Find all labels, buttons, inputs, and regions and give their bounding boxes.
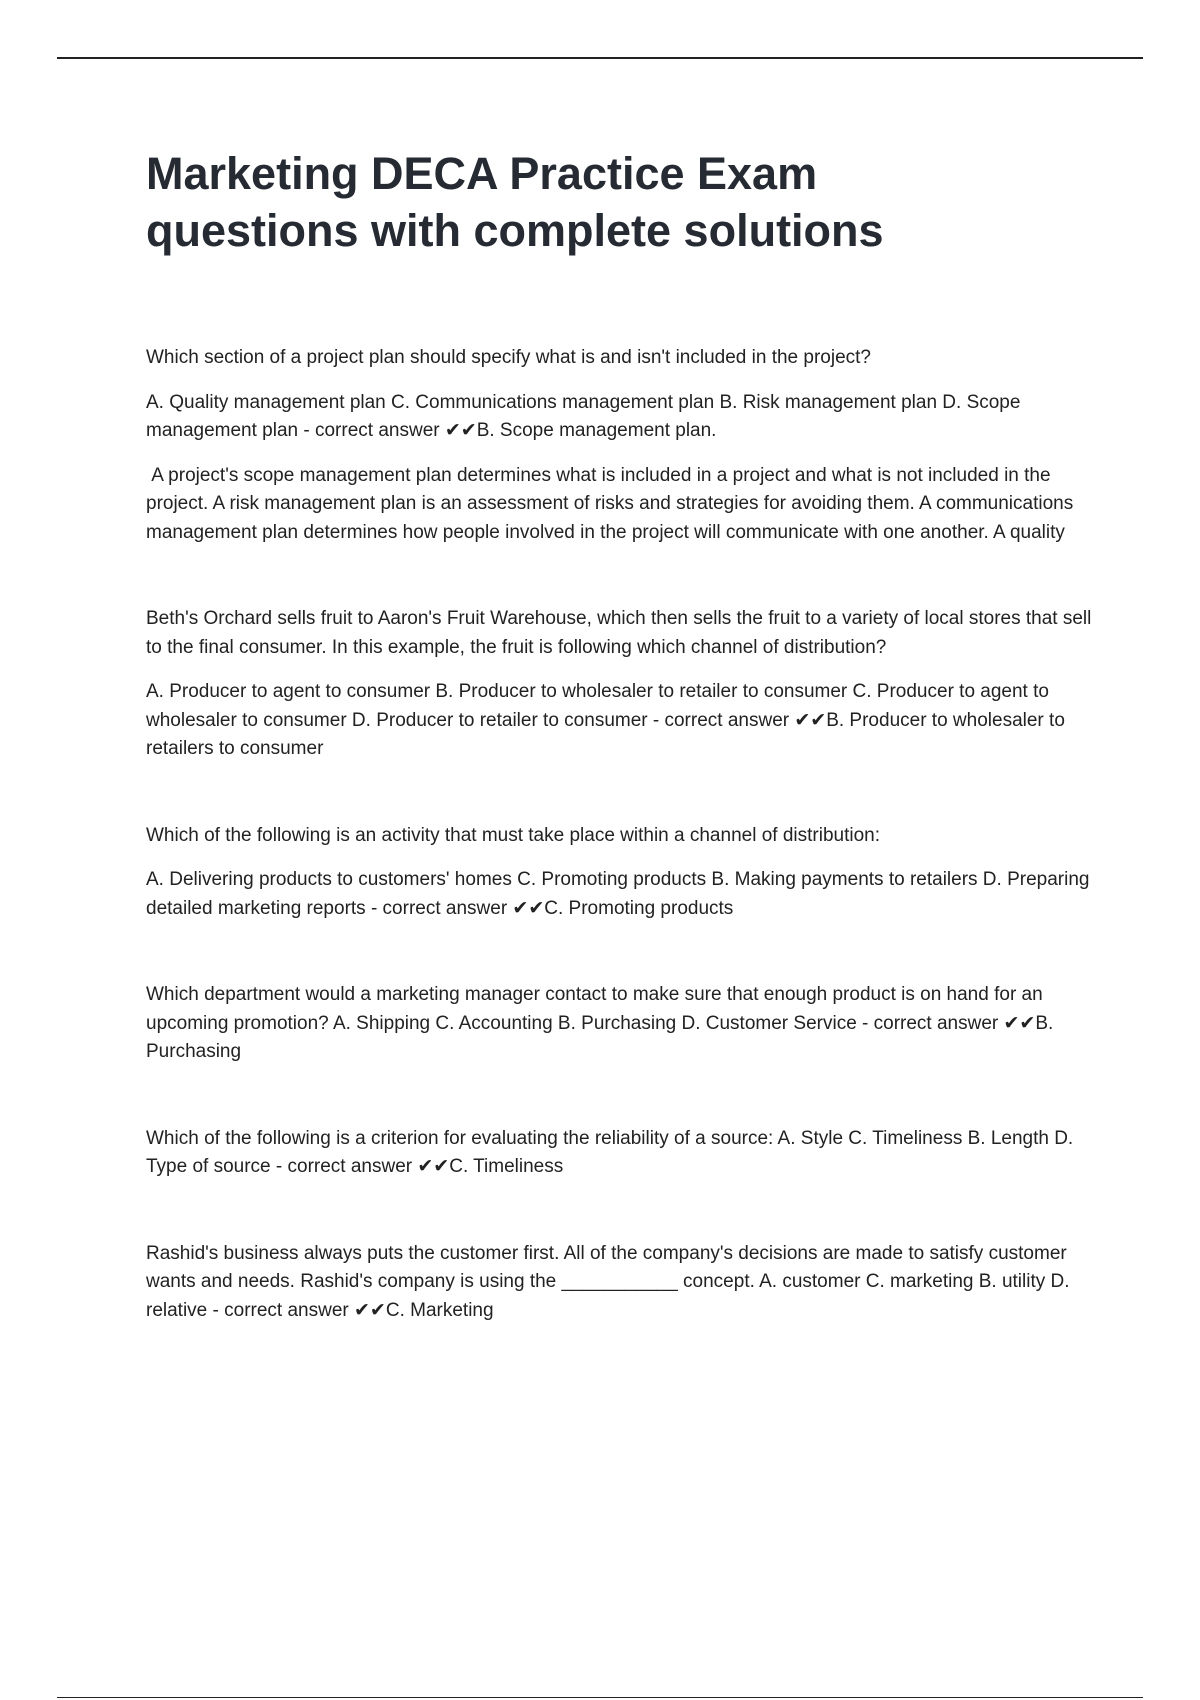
question-text: Which section of a project plan should specify what is and isn't included in the project? [146, 347, 871, 368]
bottom-divider [57, 1697, 1143, 1698]
qa-item [146, 981, 1092, 1067]
qa-item [146, 822, 1092, 924]
question-text: Rashid's business always puts the customer first. All of the company's decisions are made to satisfy customer wants and needs. Rashid's company is using the ___________ concept. A. customer C. marketing B. utility D. relative - correct answer ✔✔C. Marketing [146, 1242, 1070, 1321]
answer-text: A. Producer to agent to consumer B. Producer to wholesaler to retailer to consumer C. Producer to agent to wholesaler to consumer D. Producer to retailer to consumer - correct answer ✔✔B. Producer to wholesaler to retailers to consumer [146, 681, 1065, 759]
question-text: Which of the following is a criterion for evaluating the reliability of a source: A. Style C. Timeliness B. Length D. Type of source - correct answer ✔✔C. Timeliness [146, 1127, 1074, 1177]
answer-text: A. Delivering products to customers' homes C. Promoting products B. Making payments to retailers D. Preparing detailed marketing reports - correct answer ✔✔C. Promoting products [146, 869, 1090, 919]
top-divider [57, 57, 1143, 59]
qa-item [146, 344, 1092, 547]
qa-item [146, 1240, 1092, 1326]
qa-item [146, 605, 1092, 764]
question-text: Which department would a marketing manager contact to make sure that enough product is on hand for an upcoming promotion? A. Shipping C. Accounting B. Purchasing D. Customer Service - correct answer ✔✔B. Purchasing [146, 984, 1054, 1062]
explanation-text: A project's scope management plan determines what is included in a project and what is not included in the project. A risk management plan is an assessment of risks and strategies for avoiding them. A communications management plan determines how people involved in the project will communicate with one another. A quality [146, 464, 1079, 543]
title-line-1: Marketing DECA Practice Exam [146, 148, 818, 199]
title-line-2: questions with complete solutions [146, 205, 884, 256]
document-body [146, 145, 1092, 1383]
qa-item [146, 1125, 1092, 1182]
answer-text: A. Quality management plan C. Communications management plan B. Risk management plan D. Scope management plan - correct answer ✔✔B. Scope management plan. [146, 391, 1021, 441]
question-text: Beth's Orchard sells fruit to Aaron's Fruit Warehouse, which then sells the fruit to a variety of local stores that sell to the final consumer. In this example, the fruit is following which channel of distribution? [146, 608, 1092, 658]
document-title [146, 145, 1092, 259]
qa-list [146, 344, 1092, 1325]
question-text: Which of the following is an activity that must take place within a channel of distribution: [146, 824, 880, 846]
